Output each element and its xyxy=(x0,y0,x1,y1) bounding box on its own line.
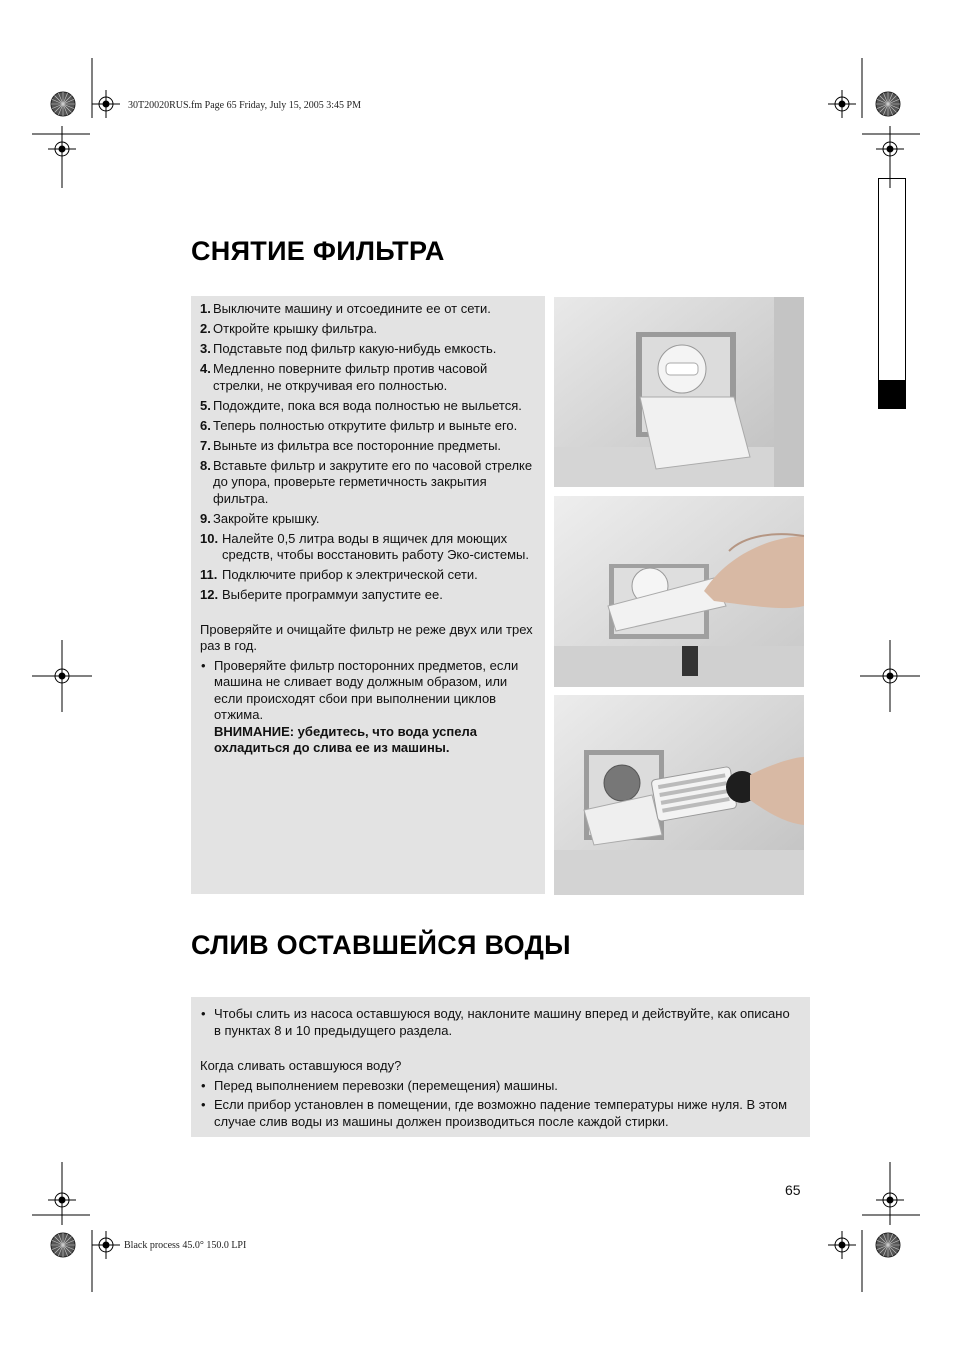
washer-filter-door-illustration xyxy=(554,297,804,487)
filter-cartridge-illustration xyxy=(554,695,804,895)
step-item: 11. Подключите прибор к электрической сети. xyxy=(200,567,478,582)
page-number: 65 xyxy=(785,1182,801,1198)
drain-bullet-3: • Если прибор установлен в помещении, где возможно падение температуры ниже нуля. В этом случае слив воды из машины должен производиться после каждой стирки. xyxy=(200,1097,800,1130)
step-item: 3. Подставьте под фильтр какую-нибудь емкость. xyxy=(200,341,497,356)
photo-open-filter-door xyxy=(554,297,804,487)
drain-bullet-1: • Чтобы слить из насоса оставшуюся воду, наклоните машину вперед и действуйте, как описано в пунктах 8 и 10 предыдущего раздела. xyxy=(200,1006,800,1039)
filter-instructions-panel xyxy=(191,296,545,894)
section-title-drain: СЛИВ ОСТАВШЕЙСЯ ВОДЫ xyxy=(191,930,571,960)
drain-bullet-2: • Перед выполнением перевозки (перемещения) машины. xyxy=(200,1078,800,1095)
filter-check-text: Проверяйте фильтр посторонних предметов, если машина не сливает воду должным образом, или если происходят сбои при выполнении циклов отжима. xyxy=(214,657,519,722)
step-item: 12. Выберите программуи запустите ее. xyxy=(200,587,443,602)
step-item: 6. Теперь полностью открутите фильтр и выньте его. xyxy=(200,417,518,433)
step-item: 7. Выньте из фильтра все посторонние предметы. xyxy=(200,437,502,453)
hand-turning-filter-illustration xyxy=(554,496,804,687)
step-item: 2. Откройте крышку фильтра. xyxy=(200,321,378,336)
steps-list xyxy=(200,301,535,604)
step-item: 1. Выключите машину и отсоедините ее от сети. xyxy=(200,301,491,316)
warning-text: ВНИМАНИЕ: убедитесь, что вода успела охладиться до слива ее из машины. xyxy=(214,723,477,755)
photo-remove-filter xyxy=(554,496,804,687)
maintenance-note: Проверяйте и очищайте фильтр не реже двух или трех раз в год. xyxy=(200,621,533,653)
step-item: 8. Вставьте фильтр и закрутите его по часовой стрелке до упора, проверьте герметичность закрытия фильтра. xyxy=(200,457,533,506)
filter-check-bullet xyxy=(200,658,535,757)
step-item: 5. Подождите, пока вся вода полностью не выльется. xyxy=(200,397,522,413)
print-slug-header: 30T20020RUS.fm Page 65 Friday, July 15, 2005 3:45 PM xyxy=(128,100,361,111)
photo-clean-filter xyxy=(554,695,804,895)
drain-question: Когда сливать оставшуюся воду? xyxy=(200,1058,402,1073)
drain-instructions-panel xyxy=(191,997,810,1137)
step-item: 4. Медленно поверните фильтр против часовой стрелки, не откручивая его полностью. xyxy=(200,361,488,393)
thumb-tab-marker xyxy=(878,380,906,409)
thumb-tab-outline xyxy=(878,178,906,408)
step-item: 10. Налейте 0,5 литра воды в ящичек для моющих средств, чтобы восстановить работу Эко-системы. xyxy=(200,530,529,562)
section-title-filter: СНЯТИЕ ФИЛЬТРА xyxy=(191,236,445,266)
print-slug-footer: Black process 45.0° 150.0 LPI xyxy=(124,1240,247,1251)
step-item: 9. Закройте крышку. xyxy=(200,510,320,526)
